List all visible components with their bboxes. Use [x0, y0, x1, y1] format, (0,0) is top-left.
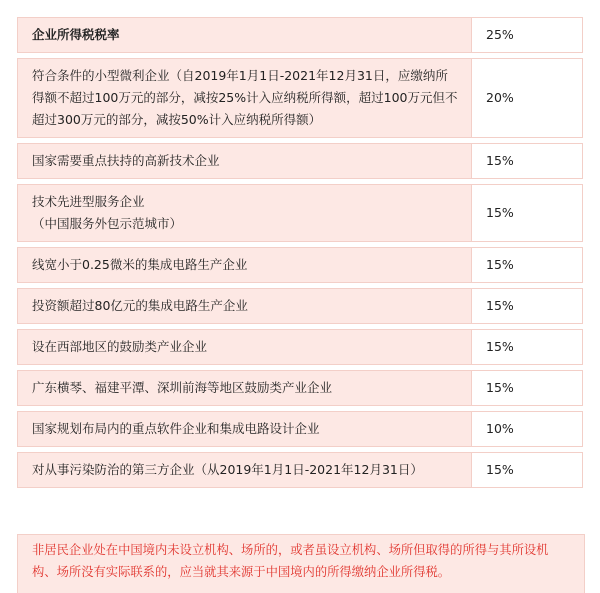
table-row: [17, 370, 583, 406]
table-row: [17, 288, 583, 324]
table-row: [17, 17, 583, 53]
table-row: [17, 329, 583, 365]
row-rate: 15%: [471, 452, 583, 488]
row-rate: 25%: [471, 17, 583, 53]
row-category: 国家规划布局内的重点软件企业和集成电路设计企业: [17, 411, 471, 447]
row-category-sub: （中国服务外包示范城市）: [32, 216, 183, 231]
table-row: [17, 143, 583, 179]
table-row: [17, 184, 583, 242]
row-category: 广东横琴、福建平潭、深圳前海等地区鼓励类产业企业: [17, 370, 471, 406]
row-category: 对从事污染防治的第三方企业（从2019年1月1日-2021年12月31日）: [17, 452, 471, 488]
table-row: [17, 411, 583, 447]
row-rate: 10%: [471, 411, 583, 447]
table-row: [17, 247, 583, 283]
row-rate: 15%: [471, 184, 583, 242]
row-rate: 15%: [471, 288, 583, 324]
row-rate: 20%: [471, 58, 583, 138]
row-category: 企业所得税税率: [17, 17, 471, 53]
row-category: 投资额超过80亿元的集成电路生产企业: [17, 288, 471, 324]
row-rate: 15%: [471, 143, 583, 179]
row-rate: 15%: [471, 370, 583, 406]
row-category: 设在西部地区的鼓励类产业企业: [17, 329, 471, 365]
table-row: [17, 452, 583, 488]
row-rate: 15%: [471, 247, 583, 283]
row-rate: 15%: [471, 329, 583, 365]
row-category: 国家需要重点扶持的高新技术企业: [17, 143, 471, 179]
row-category: 符合条件的小型微利企业（自2019年1月1日-2021年12月31日，应缴纳所得额不超过100万元的部分，减按25%计入应纳税所得额，超过100万元但不超过300万元的部分，减按50%计入应纳税所得额）: [17, 58, 471, 138]
table-row: [17, 58, 583, 138]
non-resident-note: 非居民企业处在中国境内未设立机构、场所的，或者虽设立机构、场所但取得的所得与其所设机构、场所没有实际联系的，应当就其来源于中国境内的所得缴纳企业所得税。: [17, 534, 585, 593]
row-category: 线宽小于0.25微米的集成电路生产企业: [17, 247, 471, 283]
row-category-cell: [17, 184, 471, 242]
row-category: 技术先进型服务企业: [32, 194, 145, 209]
tax-rate-table: [17, 12, 583, 493]
